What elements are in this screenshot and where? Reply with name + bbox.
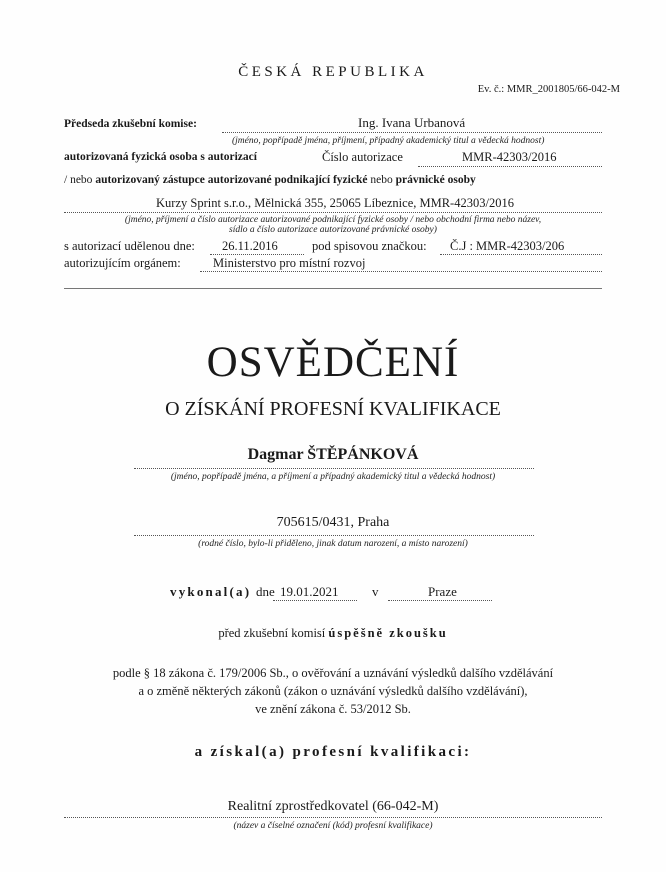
birth-info: 705615/0431, Praha xyxy=(276,515,390,530)
authorization-number: MMR-42303/2016 xyxy=(462,150,557,164)
file-label: pod spisovou značkou: xyxy=(312,239,427,253)
authorization-label: Číslo autorizace xyxy=(322,150,403,164)
exam-line-bold: úspěšně zkoušku xyxy=(328,626,448,640)
birth-line xyxy=(134,535,534,536)
passed-label: vykonal(a) xyxy=(170,584,252,599)
holder-name: Dagmar ŠTĚPÁNKOVÁ xyxy=(247,446,419,463)
authorization-line xyxy=(418,166,602,167)
chair-label: Předseda zkušební komise: xyxy=(64,118,197,130)
exam-place-line xyxy=(388,600,492,601)
exam-line-prefix: před zkušební komisí xyxy=(218,626,329,640)
exam-date: 19.01.2021 xyxy=(280,584,339,599)
exam-date-line xyxy=(273,600,357,601)
chair-hint: (jméno, popřípadě jména, příjmení, případný akademický titul a vědecká hodnost) xyxy=(232,136,545,146)
rep-bold-1: autorizovaný zástupce autorizované podnikající fyzické xyxy=(95,174,368,186)
qualification-line xyxy=(64,817,602,818)
certificate-subtitle: O ZÍSKÁNÍ PROFESNÍ KVALIFIKACE xyxy=(165,398,501,420)
law-line-3: ve znění zákona č. 53/2012 Sb. xyxy=(255,702,411,716)
firm-hint-2: sídlo a číslo autorizace autorizované právnické osoby) xyxy=(229,225,437,235)
rep-bold-2: právnické osoby xyxy=(395,174,476,186)
chair-line xyxy=(222,132,602,133)
rep-prefix: / nebo xyxy=(64,174,96,186)
birth-hint: (rodné číslo, bylo-li přiděleno, jinak datum narození, a místo narození) xyxy=(198,539,468,549)
authority: Ministerstvo pro místní rozvoj xyxy=(213,256,366,270)
section-divider xyxy=(64,288,602,289)
firm-hint-1: (jméno, příjmení a číslo autorizace autorizované podnikající fyzické osoby / nebo obchodní firma nebo název, xyxy=(124,215,542,225)
granted-date: 26.11.2016 xyxy=(222,239,278,253)
law-line-1: podle § 18 zákona č. 179/2006 Sb., o ověřování a uznávání výsledků dalšího vzdělávání xyxy=(112,666,554,680)
firm-details: Kurzy Sprint s.r.o., Mělnická 355, 25065 Líbeznice, MMR-42303/2016 xyxy=(156,196,514,210)
exam-place: Praze xyxy=(428,584,457,599)
authority-label: autorizujícím orgánem: xyxy=(64,256,181,270)
chair-name: Ing. Ivana Urbanová xyxy=(358,115,466,130)
evidence-number: Ev. č.: MMR_2001805/66-042-M xyxy=(477,84,620,95)
granted-label: s autorizací udělenou dne: xyxy=(64,239,195,253)
rep-mid: nebo xyxy=(367,174,396,186)
holder-hint: (jméno, popřípadě jména, a příjmení a případný akademický titul a vědecká hodnost) xyxy=(170,472,496,482)
file-number: Č.J : MMR-42303/206 xyxy=(450,239,565,253)
representative-line xyxy=(64,174,476,186)
country-heading: ČESKÁ REPUBLIKA xyxy=(238,64,428,80)
file-line xyxy=(440,254,602,255)
date-label: dne xyxy=(256,584,275,599)
place-label: v xyxy=(372,584,379,599)
holder-line xyxy=(134,468,534,469)
exam-line xyxy=(0,626,666,641)
acquired-heading: a získal(a) profesní kvalifikaci: xyxy=(194,744,472,760)
firm-line xyxy=(64,212,602,213)
person-label: autorizovaná fyzická osoba s autorizací xyxy=(64,151,257,163)
granted-line xyxy=(210,254,304,255)
law-line-2: a o změně některých zákonů (zákon o uznávání výsledků dalšího vzdělávání), xyxy=(138,684,528,698)
qualification-name: Realitní zprostředkovatel (66-042-M) xyxy=(227,799,439,814)
certificate-title: OSVĚDČENÍ xyxy=(206,339,460,386)
qualification-hint: (název a číselné označení (kód) profesní kvalifikace) xyxy=(233,821,433,831)
authority-line xyxy=(200,271,602,272)
